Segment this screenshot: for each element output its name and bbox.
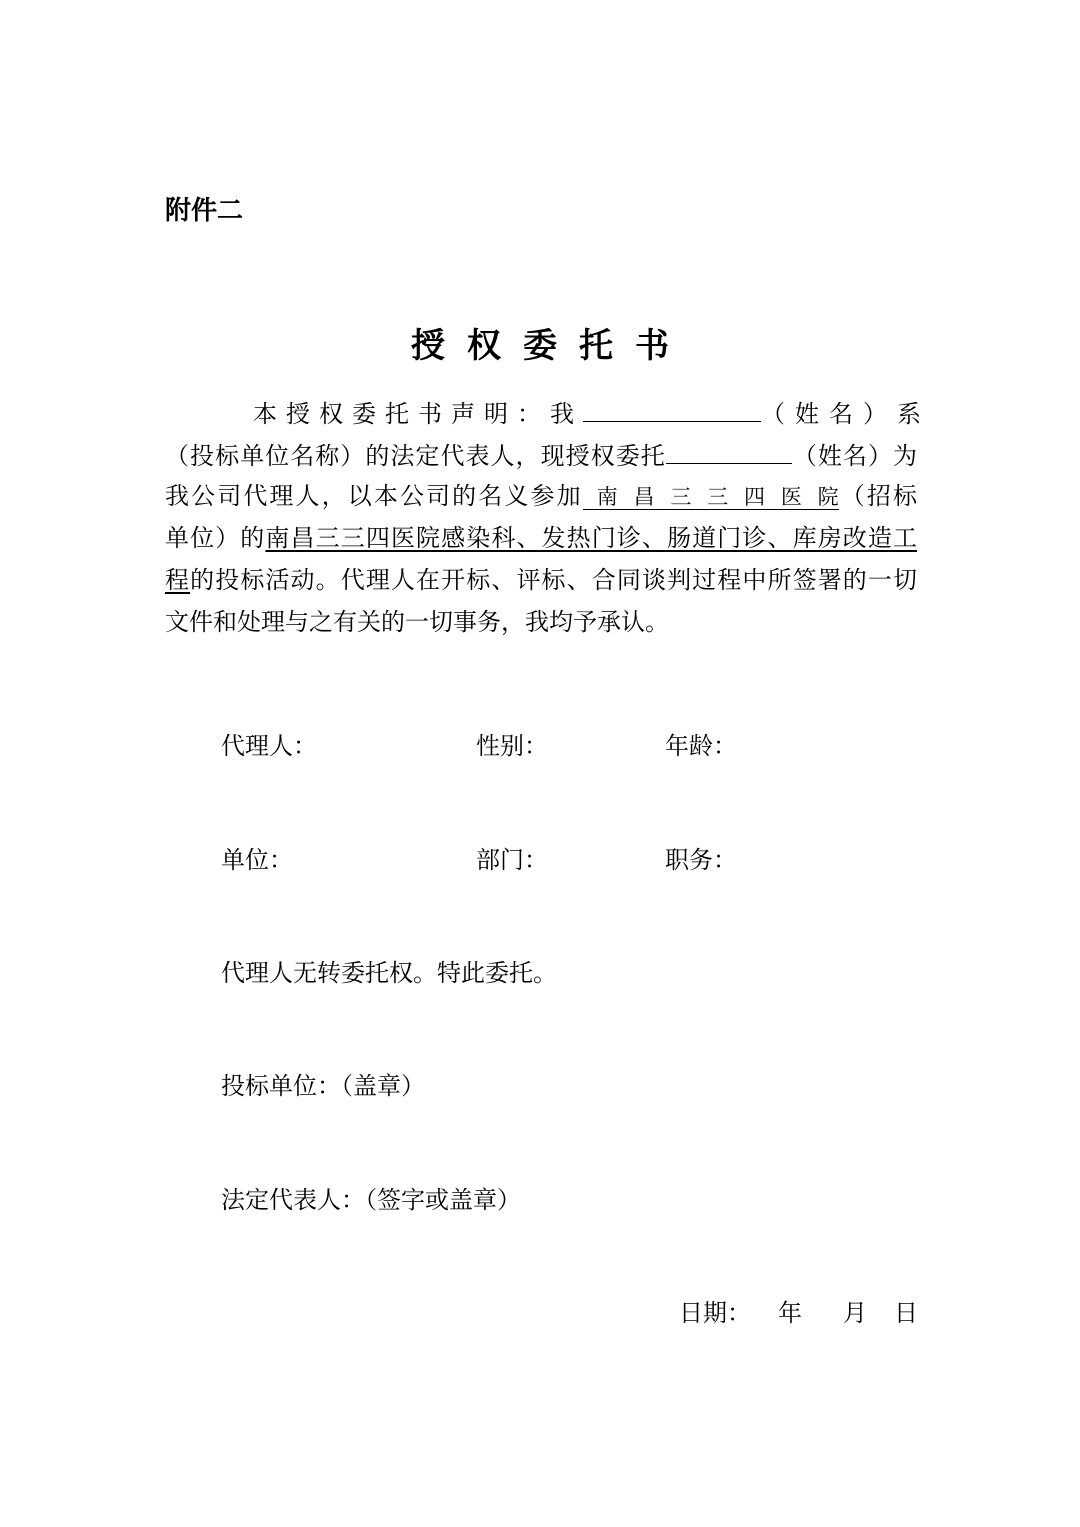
name-blank-1 [583,395,761,422]
body-line-4 [165,521,917,555]
name-label-1: （姓名）系 [761,400,931,428]
bidder-name-phrase: （投标单位名称）的法定代表人，现授权委托 [165,442,666,470]
date-year: 年 [778,1299,802,1327]
agent-label: 代理人： [221,732,317,760]
department-label: 部门： [476,846,548,874]
body-line-5 [165,563,917,597]
statement-intro: 本授权委托书声明：我 [253,400,583,428]
date-day: 日 [894,1299,918,1327]
tender-unit-label: （招标 [838,482,918,510]
body-line-1 [165,395,931,431]
project-name-part-1: 南昌三三四医院感染科、发热门诊、肠道门诊、库房改造工 [265,524,918,552]
name-blank-2 [666,437,792,464]
unit-of-phrase: 单位）的 [165,524,266,552]
legal-representative-label: 法定代表人：（签字或盖章） [221,1186,521,1214]
body-line-3 [165,479,917,513]
name-label-2: （姓名）为 [791,442,918,470]
body-line-2 [165,437,917,473]
gender-label: 性别： [476,732,548,760]
attachment-label: 附件二 [165,196,244,226]
bidding-activity-text: 的投标活动。代理人在开标、评标、合同谈判过程中所签署的一切 [190,566,918,594]
position-label: 职务： [665,846,737,874]
acknowledgement-text: 文件和处理与之有关的一切事务，我均予承认。 [165,608,669,636]
agent-phrase: 我公司代理人，以本公司的名义参加 [165,482,583,510]
project-name-part-2: 程 [165,566,191,594]
date-label: 日期： [679,1299,751,1327]
no-sub-delegation-text: 代理人无转委托权。特此委托。 [221,959,557,987]
age-label: 年龄： [665,732,737,760]
tender-unit-fill: 南昌三三四医院 [583,484,839,510]
bidder-unit-seal-label: 投标单位：（盖章） [221,1072,425,1100]
document-title: 授权委托书 [411,326,691,366]
unit-label: 单位： [221,846,293,874]
body-line-6 [165,605,917,639]
date-month: 月 [843,1299,867,1327]
